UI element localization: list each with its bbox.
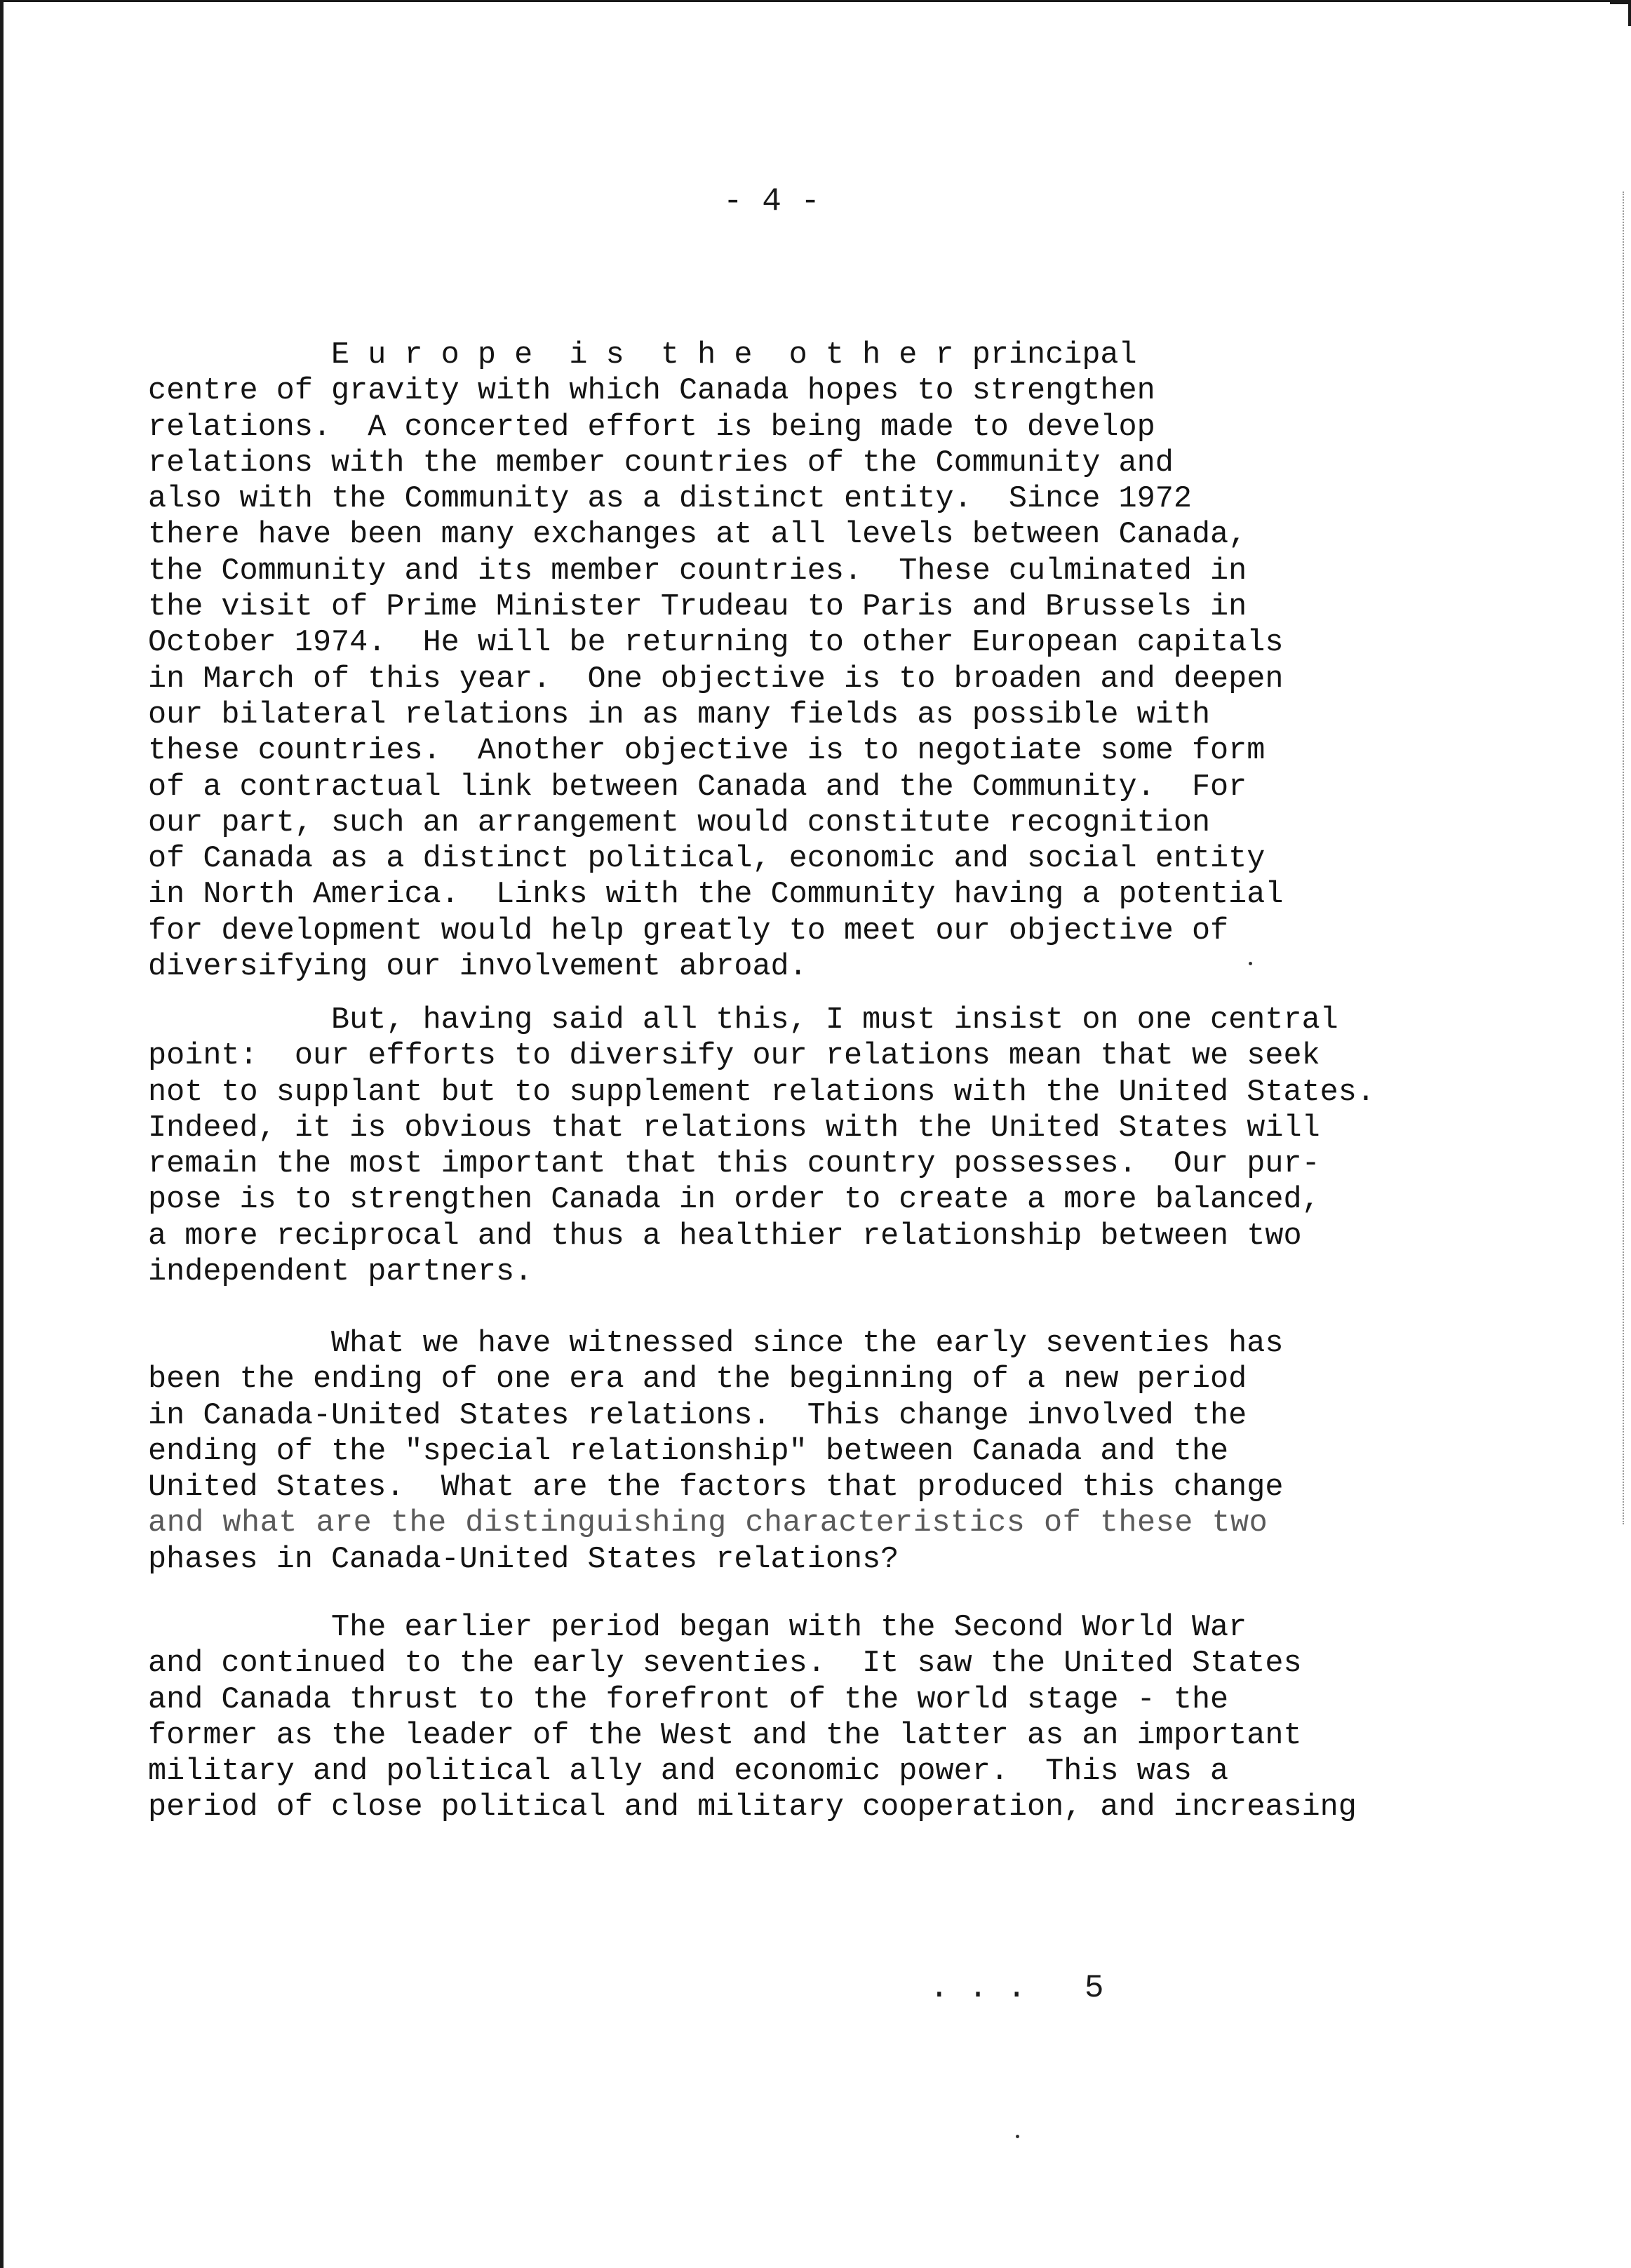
text-line: military and political ally and economic power. This was a (148, 1754, 1229, 1790)
text-line: and continued to the early seventies. It saw the United States (148, 1646, 1302, 1682)
paragraph-era-change (148, 1326, 1586, 1578)
text-line: phases in Canada-United States relations? (148, 1542, 899, 1577)
text-line: pose is to strengthen Canada in order to create a more balanced, (148, 1183, 1320, 1218)
paragraph-central-point (148, 1002, 1586, 1290)
text-line: independent partners. (148, 1255, 533, 1290)
text-line: relations. A concerted effort is being made to develop (148, 410, 1155, 445)
text-line: ending of the "special relationship" between Canada and the (148, 1434, 1229, 1469)
stray-mark (1249, 962, 1252, 965)
text-line: United States. What are the factors that produced this change (148, 1470, 1284, 1505)
text-line: of Canada as a distinct political, economic and social entity (148, 842, 1266, 877)
text-line: been the ending of one era and the beginning of a new period (148, 1362, 1247, 1397)
paragraph-europe (148, 337, 1586, 985)
text-line: for development would help greatly to meet our objective of (148, 913, 1229, 948)
text-line: in Canada-United States relations. This change involved the (148, 1398, 1247, 1433)
text-line: period of close political and military cooperation, and increasing (148, 1790, 1357, 1825)
text-line: and what are the distinguishing characteristics of these two (148, 1506, 1268, 1541)
scan-edge-artifact (1621, 192, 1624, 1524)
text-line: our bilateral relations in as many fields as possible with (148, 697, 1211, 732)
text-line: the visit of Prime Minister Trudeau to Paris and Brussels in (148, 590, 1247, 625)
page-corner-mark (1610, 2, 1631, 26)
text-line: not to supplant but to supplement relations with the United States. (148, 1075, 1375, 1110)
text-line: relations with the member countries of the Community and (148, 445, 1174, 481)
text-line: in March of this year. One objective is to broaden and deepen (148, 662, 1284, 697)
paragraph-earlier-period (148, 1610, 1586, 1826)
text-line: of a contractual link between Canada and the Community. For (148, 770, 1247, 805)
text-line: there have been many exchanges at all levels between Canada, (148, 518, 1247, 553)
continuation-marker: . . . 5 (929, 1970, 1104, 2006)
text-line: E u r o p e i s t h e o t h e r principal (148, 338, 1137, 373)
stray-mark (1016, 2135, 1019, 2138)
text-line: in North America. Links with the Community having a potential (148, 878, 1284, 913)
text-line: centre of gravity with which Canada hopes to strengthen (148, 374, 1155, 409)
text-line: point: our efforts to diversify our relations mean that we seek (148, 1039, 1320, 1074)
text-line: a more reciprocal and thus a healthier relationship between two (148, 1219, 1302, 1254)
text-line: The earlier period began with the Second World War (148, 1611, 1247, 1645)
text-line: former as the leader of the West and the latter as an important (148, 1718, 1302, 1753)
text-line: the Community and its member countries. These culminated in (148, 553, 1247, 589)
text-line: our part, such an arrangement would constitute recognition (148, 805, 1211, 840)
text-line: diversifying our involvement abroad. (148, 950, 807, 985)
text-line: What we have witnessed since the early seventies has (148, 1327, 1284, 1361)
text-line: Indeed, it is obvious that relations with the United States will (148, 1110, 1320, 1146)
text-line: But, having said all this, I must insist on one central (148, 1003, 1338, 1038)
text-line: also with the Community as a distinct entity. Since 1972 (148, 482, 1192, 517)
text-line: remain the most important that this country possesses. Our pur- (148, 1147, 1320, 1182)
text-line: and Canada thrust to the forefront of the world stage - the (148, 1682, 1229, 1717)
text-line: these countries. Another objective is to negotiate some form (148, 734, 1266, 769)
text-line: October 1974. He will be returning to other European capitals (148, 626, 1284, 661)
page-number: - 4 - (723, 183, 821, 220)
